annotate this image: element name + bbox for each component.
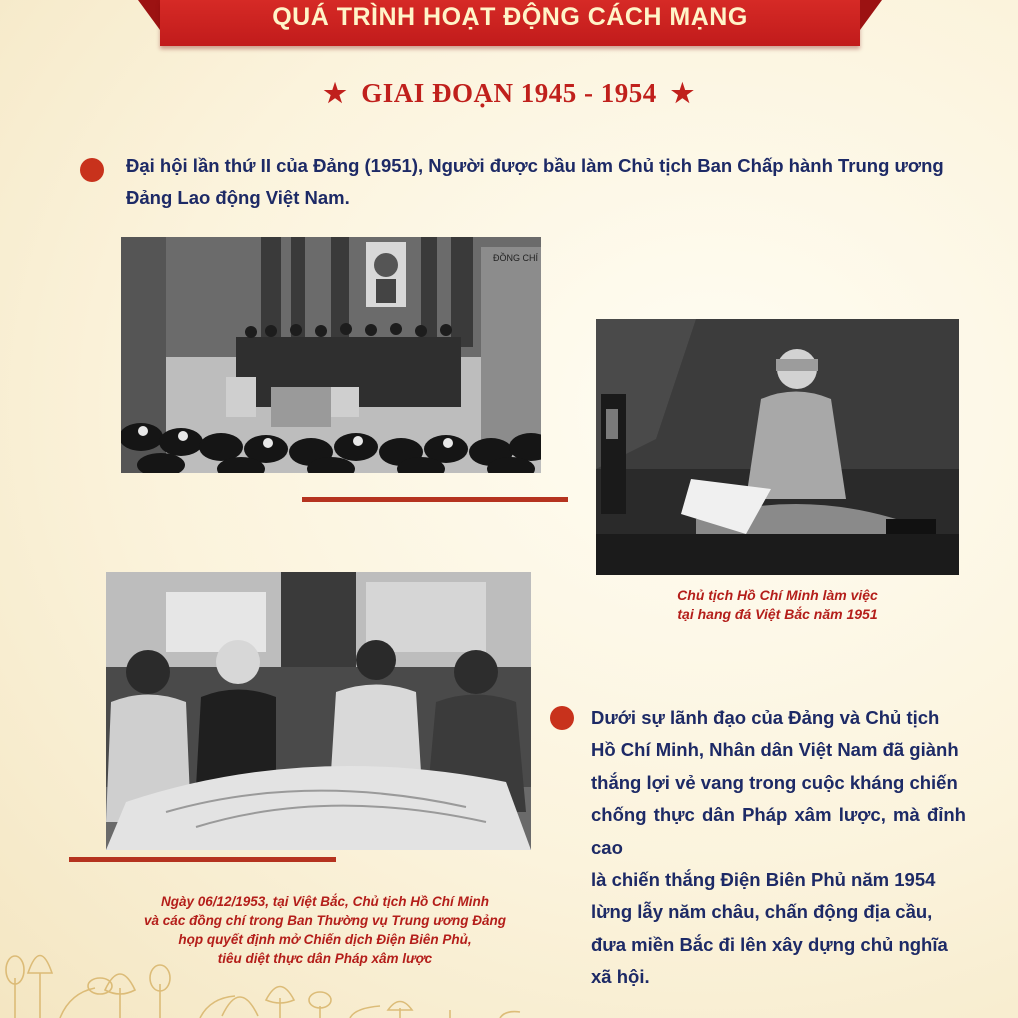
section2-line: thắng lợi vẻ vang trong cuộc kháng chiến xyxy=(591,771,958,793)
section2-text xyxy=(591,702,966,994)
section2-line: là chiến thắng Điện Biên Phủ năm 1954 xyxy=(591,869,936,891)
caption-line: Chủ tịch Hồ Chí Minh làm việc xyxy=(677,587,878,603)
caption-line: tại hang đá Việt Bắc năm 1951 xyxy=(677,606,878,622)
page-title: QUÁ TRÌNH HOẠT ĐỘNG CÁCH MẠNG xyxy=(272,3,748,31)
section2-line: lừng lẫy năm châu, chấn động địa cầu, xyxy=(591,901,933,923)
section2-line: chống thực dân Pháp xâm lược, mà đỉnh cao xyxy=(591,804,966,858)
phase-label: GIAI ĐOẠN xyxy=(361,78,514,108)
section1-text xyxy=(126,150,986,214)
caption-cave xyxy=(596,586,959,624)
section2-line: xã hội. xyxy=(591,966,650,988)
phase-heading xyxy=(0,78,1018,109)
photo-dien-bien-phu-meeting xyxy=(106,572,531,850)
lotus-decoration-icon xyxy=(0,918,560,1018)
section1-line: Đảng Lao động Việt Nam. xyxy=(126,187,350,208)
caption-line: và các đồng chí trong Ban Thường vụ Trung ương Đảng xyxy=(144,913,506,928)
section1-line: Đại hội lần thứ II của Đảng (1951), Người được bầu làm Chủ tịch Ban Chấp hành Trung ương xyxy=(126,155,944,176)
bullet-dot xyxy=(80,158,104,182)
caption-line: tiêu diệt thực dân Pháp xâm lược xyxy=(217,951,433,966)
section2-line: đưa miền Bắc đi lên xây dựng chủ nghĩa xyxy=(591,933,948,955)
banner-fold-right xyxy=(860,0,882,30)
photo-cave-working xyxy=(596,319,959,575)
star-icon: ★ xyxy=(670,79,695,108)
photo-party-congress xyxy=(121,237,541,473)
section2-line: Hồ Chí Minh, Nhân dân Việt Nam đã giành xyxy=(591,739,959,761)
caption-line: họp quyết định mở Chiến dịch Điện Biên Phủ, xyxy=(178,932,472,947)
red-divider-line xyxy=(302,497,568,502)
banner-fold-left xyxy=(138,0,160,30)
caption-line: Ngày 06/12/1953, tại Việt Bắc, Chủ tịch Hồ Chí Minh xyxy=(160,894,490,909)
section2-line: Dưới sự lãnh đạo của Đảng và Chủ tịch xyxy=(591,707,940,728)
star-icon: ★ xyxy=(323,79,348,108)
congress-sign: ĐỒNG CHÍ xyxy=(493,253,538,263)
bullet-dot xyxy=(550,706,574,730)
red-divider-line xyxy=(69,857,336,862)
phase-years: 1945 - 1954 xyxy=(520,78,657,108)
